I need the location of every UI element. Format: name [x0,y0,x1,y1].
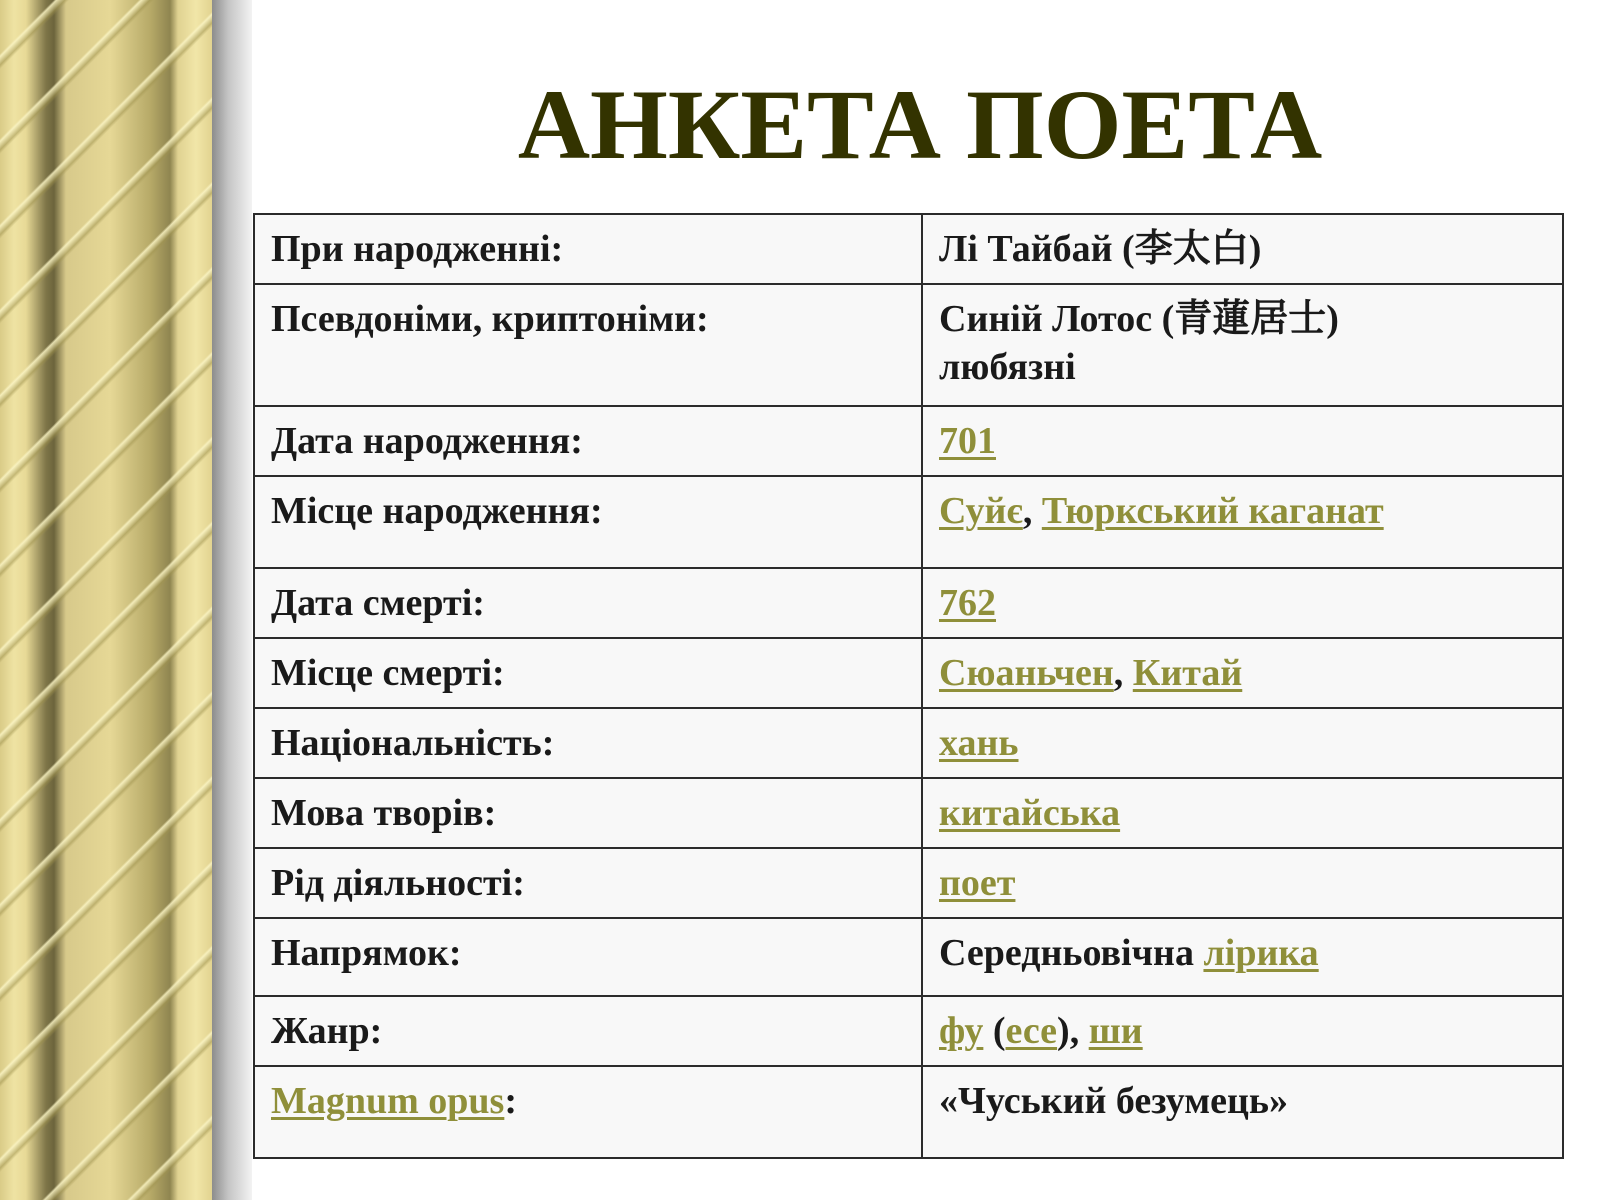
row-label: Національність: [254,708,922,778]
decorative-pillar [0,0,212,1200]
row-value: Лі Тайбай (李太白) [922,214,1563,284]
magnum-opus-link[interactable]: Magnum opus [271,1080,505,1122]
death-country-link[interactable]: Китай [1132,652,1243,694]
row-value [922,638,1563,708]
genre-fu-link[interactable]: фу [939,1010,984,1052]
nationality-link[interactable]: хань [939,722,1019,764]
death-year-link[interactable]: 762 [939,582,996,624]
row-value [922,406,1563,476]
table-row [254,778,1563,848]
row-value [922,778,1563,848]
occupation-link[interactable]: поет [939,862,1016,904]
genre-shi-link[interactable]: ши [1088,1010,1143,1052]
table-row [254,1066,1563,1158]
table-row [254,568,1563,638]
row-value: «Чуський безумець» [922,1066,1563,1158]
language-link[interactable]: китайська [939,792,1121,834]
table-row [254,708,1563,778]
row-label: Напрямок: [254,918,922,996]
page-title: АНКЕТА ПОЕТА [517,69,1323,180]
row-value [922,918,1563,996]
table-row [254,476,1563,568]
birth-place-link[interactable]: Суйє [939,490,1023,532]
death-place-link[interactable]: Сюаньчен [939,652,1114,694]
row-value [922,284,1563,406]
label-suffix: : [504,1080,517,1122]
birth-year-link[interactable]: 701 [939,420,996,462]
row-value [922,568,1563,638]
direction-text: Середньовічна [939,932,1204,974]
table-row [254,918,1563,996]
pillar-shadow [212,0,252,1200]
row-label: Дата народження: [254,406,922,476]
lyric-link[interactable]: лірика [1203,932,1319,974]
pseudonym-line: Синій Лотос (青蓮居士) [939,298,1339,340]
table-row [254,638,1563,708]
table-row [254,284,1563,406]
pseudonym-line: любязні [939,346,1076,388]
row-label: Місце смерті: [254,638,922,708]
row-label: Місце народження: [254,476,922,568]
row-label [254,1066,922,1158]
row-value [922,996,1563,1066]
row-value [922,708,1563,778]
row-label: Псевдоніми, криптоніми: [254,284,922,406]
separator: ( [983,1010,1006,1052]
row-label: Рід діяльності: [254,848,922,918]
separator: , [1022,490,1042,532]
row-label: Дата смерті: [254,568,922,638]
birth-country-link[interactable]: Тюркський каганат [1041,490,1384,532]
genre-essay-link[interactable]: есе [1005,1010,1058,1052]
row-value [922,848,1563,918]
table-row [254,406,1563,476]
separator: , [1113,652,1133,694]
row-label: При народженні: [254,214,922,284]
poet-info-table [253,213,1564,1159]
row-value [922,476,1563,568]
table-row [254,214,1563,284]
row-label: Мова творів: [254,778,922,848]
table-row [254,848,1563,918]
row-label: Жанр: [254,996,922,1066]
separator: ), [1057,1010,1089,1052]
table-row [254,996,1563,1066]
